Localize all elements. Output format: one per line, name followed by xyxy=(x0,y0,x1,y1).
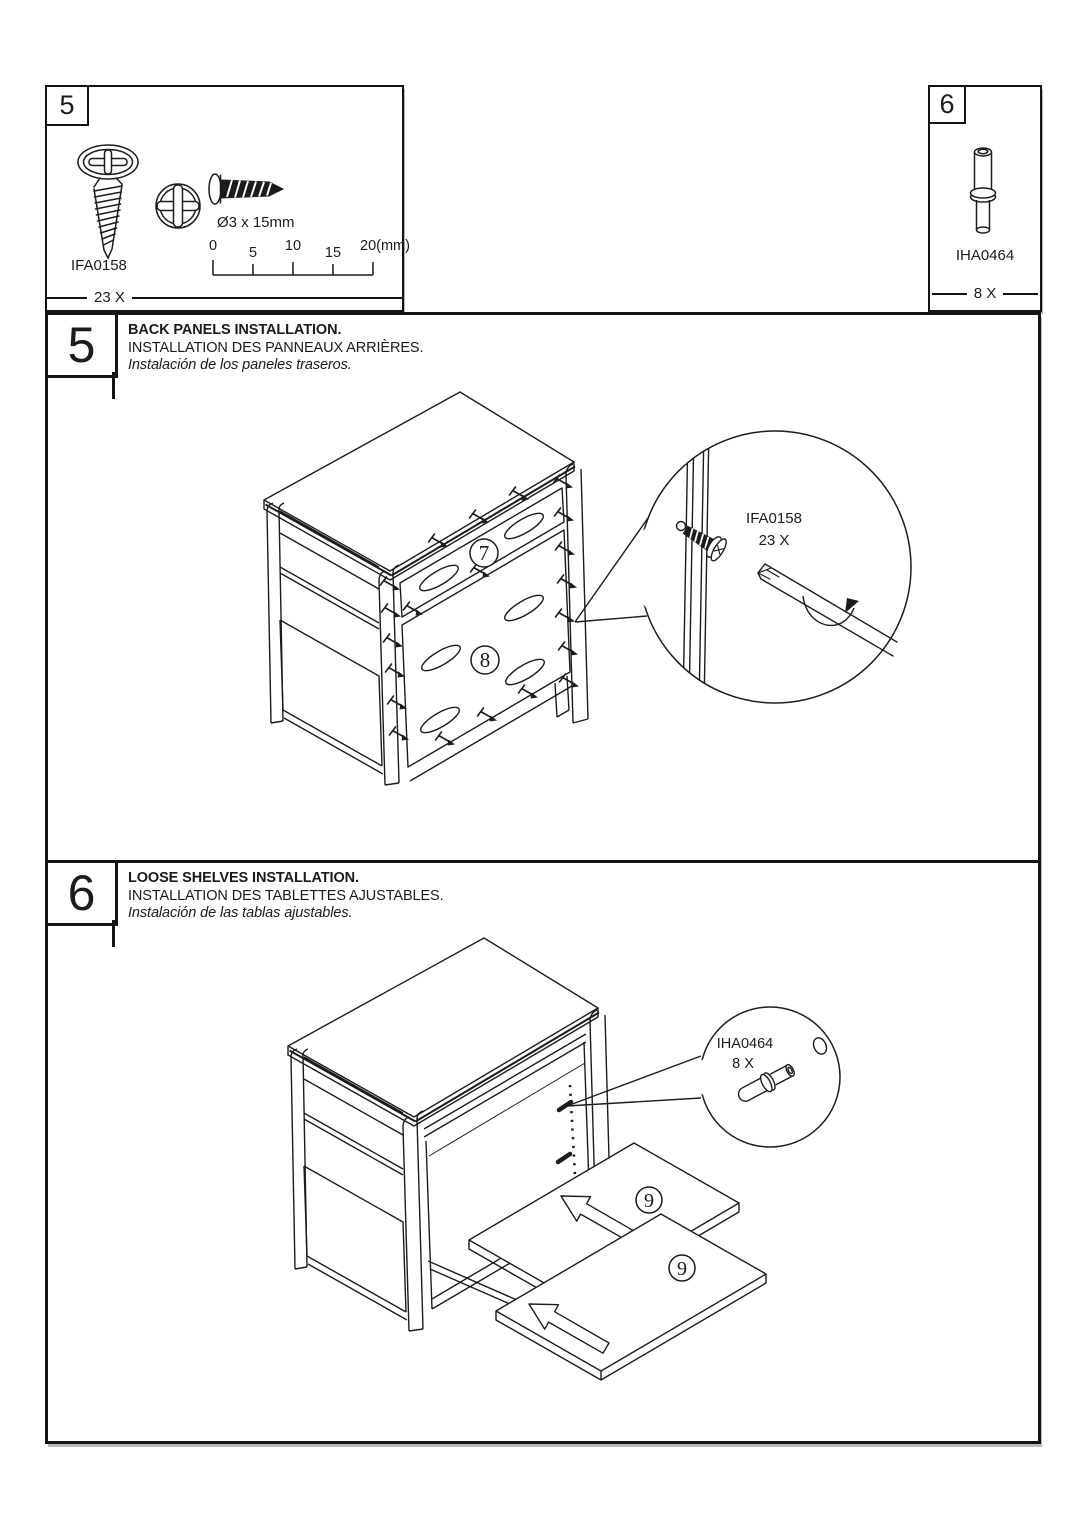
part-code-ifa0158: IFA0158 xyxy=(71,257,127,274)
step-6-panel xyxy=(45,860,1041,1444)
callout-part-code: IFA0158 xyxy=(746,510,802,527)
back-right-post xyxy=(566,464,588,723)
shelf-pin-icon xyxy=(958,139,1013,241)
part-code-iha0464: IHA0464 xyxy=(955,247,1015,264)
parts-box-5-number: 5 xyxy=(45,85,89,126)
ruler-label-0: 0 xyxy=(208,238,218,254)
quantity-label: 23 X xyxy=(94,289,125,306)
callout-quantity: 8 X xyxy=(732,1056,754,1072)
quantity-line-left xyxy=(47,297,87,299)
ruler-label-15: 15 xyxy=(324,245,342,261)
ruler-label-20mm: 20(mm) xyxy=(360,238,410,254)
ruler-label-10: 10 xyxy=(284,238,302,254)
panel-8-number: 8 xyxy=(479,648,491,672)
callout-part-code: IHA0464 xyxy=(716,1036,774,1052)
ruler-icon xyxy=(205,235,415,285)
quantity-label: 8 X xyxy=(973,285,997,302)
panel-8-label xyxy=(471,646,499,674)
callout-notch xyxy=(610,521,652,613)
step-5-title-es: Instalación de los paneles traseros. xyxy=(128,357,352,373)
step-5-title-en: BACK PANELS INSTALLATION. xyxy=(128,322,342,338)
panel-7-label xyxy=(470,539,498,567)
parts-box-6-number: 6 xyxy=(928,85,966,124)
step-6-title-en: LOOSE SHELVES INSTALLATION. xyxy=(128,870,359,886)
shelf-9-number: 9 xyxy=(644,1190,654,1212)
screw-top-view-icon xyxy=(152,180,204,232)
step-5-illustration xyxy=(48,315,1032,854)
quantity-row xyxy=(47,289,402,306)
callout-leader-lines xyxy=(567,1056,701,1106)
quantity-line-right xyxy=(1003,293,1038,295)
screw-side-view-icon xyxy=(205,169,320,209)
tabletop xyxy=(288,938,599,1126)
step-5-panel xyxy=(45,312,1041,863)
shelf-9-number: 9 xyxy=(677,1258,687,1280)
panel-7-number: 7 xyxy=(478,541,490,565)
step-6-title-es: Instalación de las tablas ajustables. xyxy=(128,905,353,921)
ruler-label-5: 5 xyxy=(248,245,258,261)
step-6-illustration xyxy=(48,863,1032,1435)
quantity-line-right xyxy=(132,297,402,299)
cabinet-back-view xyxy=(264,392,588,785)
parts-box-5 xyxy=(45,85,410,312)
step-5-number: 5 xyxy=(45,312,118,378)
shelf-pin-holes xyxy=(558,1085,575,1175)
screw-callout xyxy=(575,427,911,707)
quantity-line-left xyxy=(932,293,967,295)
screw-size-label: Ø3 x 15mm xyxy=(217,214,295,231)
inserted-pin-icon xyxy=(558,1154,570,1162)
screw-front-view-icon xyxy=(61,129,156,264)
parts-box-6 xyxy=(928,85,1042,312)
step-5-title-fr: INSTALLATION DES PANNEAUX ARRIÈRES. xyxy=(128,339,424,356)
callout-quantity: 23 X xyxy=(758,532,790,549)
step-6-title-fr: INSTALLATION DES TABLETTES AJUSTABLES. xyxy=(128,887,444,904)
quantity-row xyxy=(930,285,1040,302)
step-6-number: 6 xyxy=(45,860,118,926)
